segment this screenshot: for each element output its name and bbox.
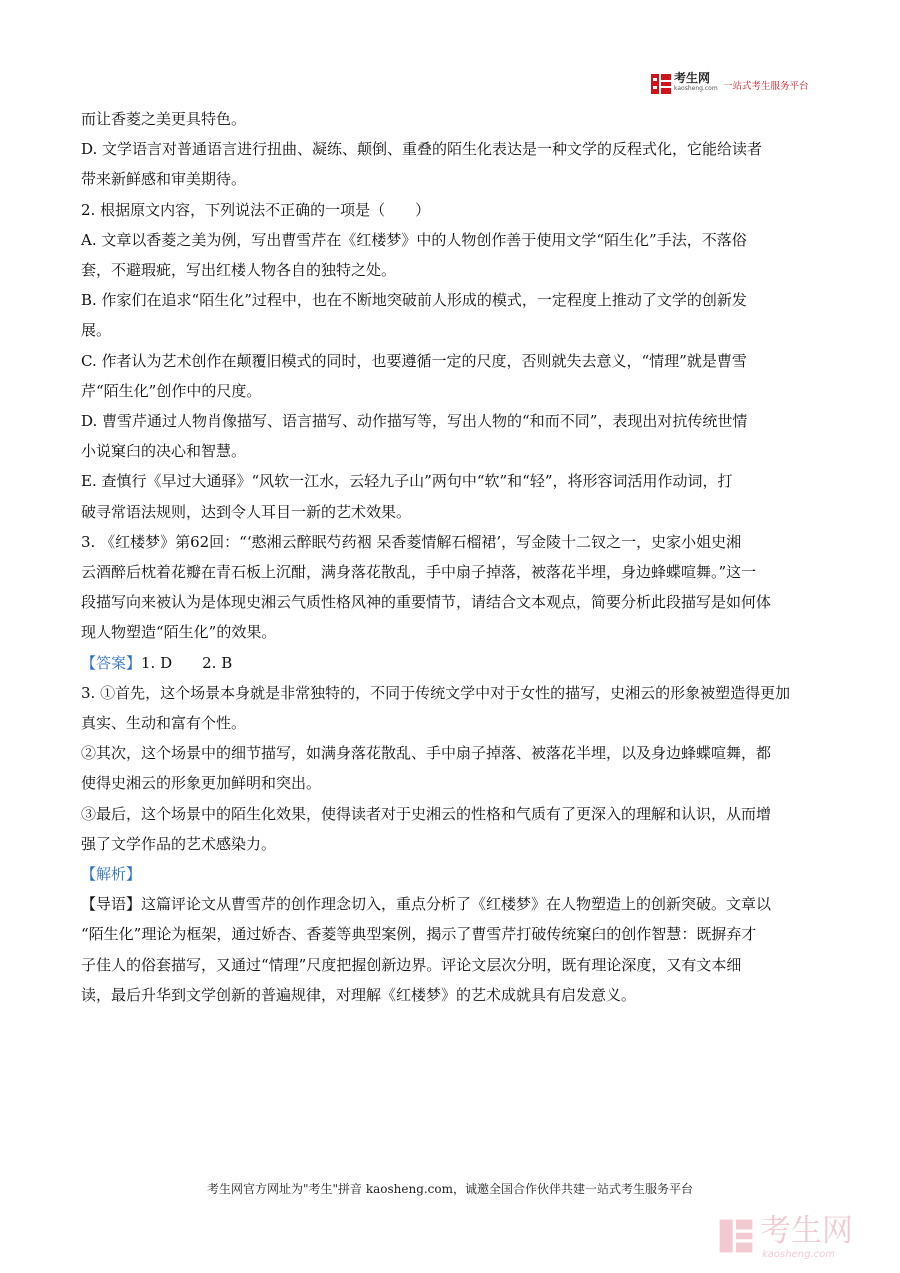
guide-tag: 【导语】	[81, 895, 142, 914]
text-line: 而让香菱之美更具特色。	[81, 110, 247, 128]
answer-detail-line: 使得史湘云的形象更加鲜明和突出。	[81, 774, 322, 793]
answer-detail-line: 强了文学作品的艺术感染力。	[81, 834, 277, 853]
page-footer: 考生网官方网址为"考生"拼音 kaosheng.com，诚邀全国合作伙伴共建一站式考生服务平台	[206, 1182, 694, 1196]
text-line: 段描写向来被认为是体现史湘云气质性格风神的重要情节，请结合文本观点，简要分析此段描写是如何体	[81, 593, 772, 612]
analysis-tag: 【解析】	[81, 865, 142, 884]
watermark-domain: kaosheng.com	[762, 1249, 835, 1260]
guide-line: “陌生化”理论为框架，通过娇杏、香菱等典型案例，揭示了曹雪芹打破传统窠臼的创作智慧：既摒弃才	[81, 925, 757, 944]
text-line: E. 查慎行《早过大通驿》“风软一江水，云轻九子山”两句中“软”和“轻”，将形容词活用作动词，打	[81, 472, 733, 491]
text-line: 小说窠臼的决心和智慧。	[81, 442, 247, 461]
answer-text: 1. D 2. B	[141, 653, 233, 672]
text-line: 现人物塑造“陌生化”的效果。	[81, 623, 277, 642]
answer-tag: 【答案】	[81, 653, 142, 672]
answer-line	[81, 648, 821, 678]
text-line: A. 文章以香菱之美为例，写出曹雪芹在《红楼梦》中的人物创作善于使用文学“陌生化”手法，不落俗	[81, 230, 747, 249]
logo-slogan: 一站式考生服务平台	[723, 81, 809, 92]
text-line: 芹“陌生化”创作中的尺度。	[81, 381, 262, 400]
text-line: B. 作家们在追求“陌生化”过程中，也在不断地突破前人形成的模式，一定程度上推动了文学的创新发	[81, 291, 747, 310]
guide-line: 读，最后升华到文学创新的普遍规律，对理解《红楼梦》的艺术成就具有启发意义。	[81, 985, 637, 1004]
text-line: 展。	[81, 321, 112, 340]
logo-domain: kaosheng.com	[674, 85, 718, 92]
site-logo	[650, 72, 825, 96]
question-2-stem: 2. 根据原文内容，下列说法不正确的一项是（ ）	[81, 200, 431, 219]
watermark-logo	[718, 1213, 878, 1263]
watermark-name: 考生网	[760, 1213, 853, 1249]
answer-detail-line: 3. ①首先，这个场景本身就是非常独特的，不同于传统文学中对于女性的描写，史湘云的形象被塑造得更加	[81, 683, 791, 702]
kaosheng-watermark-icon	[718, 1218, 754, 1254]
text-line: D. 文学语言对普通语言进行扭曲、凝练、颠倒、重叠的陌生化表达是一种文学的反程式化，它能给读者	[81, 140, 763, 159]
logo-name: 考生网	[674, 71, 711, 85]
document-body	[81, 104, 821, 1010]
answer-detail-line: 真实、生动和富有个性。	[81, 714, 247, 733]
guide-line	[81, 889, 821, 919]
text-line: 云酒醉后枕着花瓣在青石板上沉酣，满身落花散乱，手中扇子掉落，被落花半埋，身边蜂蝶喧舞。”这一	[81, 563, 757, 582]
guide-line: 子佳人的俗套描写，又通过“情理”尺度把握创新边界。评论文层次分明，既有理论深度，又有文本细	[81, 955, 742, 974]
text-line: 套，不避瑕疵，写出红楼人物各自的独特之处。	[81, 261, 397, 280]
question-3-stem: 3. 《红楼梦》第62回：“‘憨湘云醉眠芍药裀 呆香菱情解石榴裙’，写金陵十二钗之一，史家小姐史湘	[81, 532, 742, 551]
text-line: 带来新鲜感和审美期待。	[81, 170, 247, 189]
answer-detail-line: ③最后，这个场景中的陌生化效果，使得读者对于史湘云的性格和气质有了更深入的理解和认识，从而增	[81, 804, 772, 823]
text-line: 破寻常语法规则，达到令人耳目一新的艺术效果。	[81, 502, 412, 521]
text-line: C. 作者认为艺术创作在颠覆旧模式的同时，也要遵循一定的尺度，否则就失去意义，“情理”就是曹雪	[81, 351, 747, 370]
text-line: D. 曹雪芹通过人物肖像描写、语言描写、动作描写等，写出人物的“和而不同”，表现出对抗传统世情	[81, 412, 748, 431]
answer-detail-line: ②其次，这个场景中的细节描写，如满身落花散乱、手中扇子掉落、被落花半埋，以及身边蜂蝶喧舞，都	[81, 744, 772, 763]
guide-text: 这篇评论文从曹雪芹的创作理念切入，重点分析了《红楼梦》在人物塑造上的创新突破。文章以	[141, 895, 772, 914]
analysis-heading	[81, 859, 821, 889]
kaosheng-logo-icon	[650, 73, 672, 95]
